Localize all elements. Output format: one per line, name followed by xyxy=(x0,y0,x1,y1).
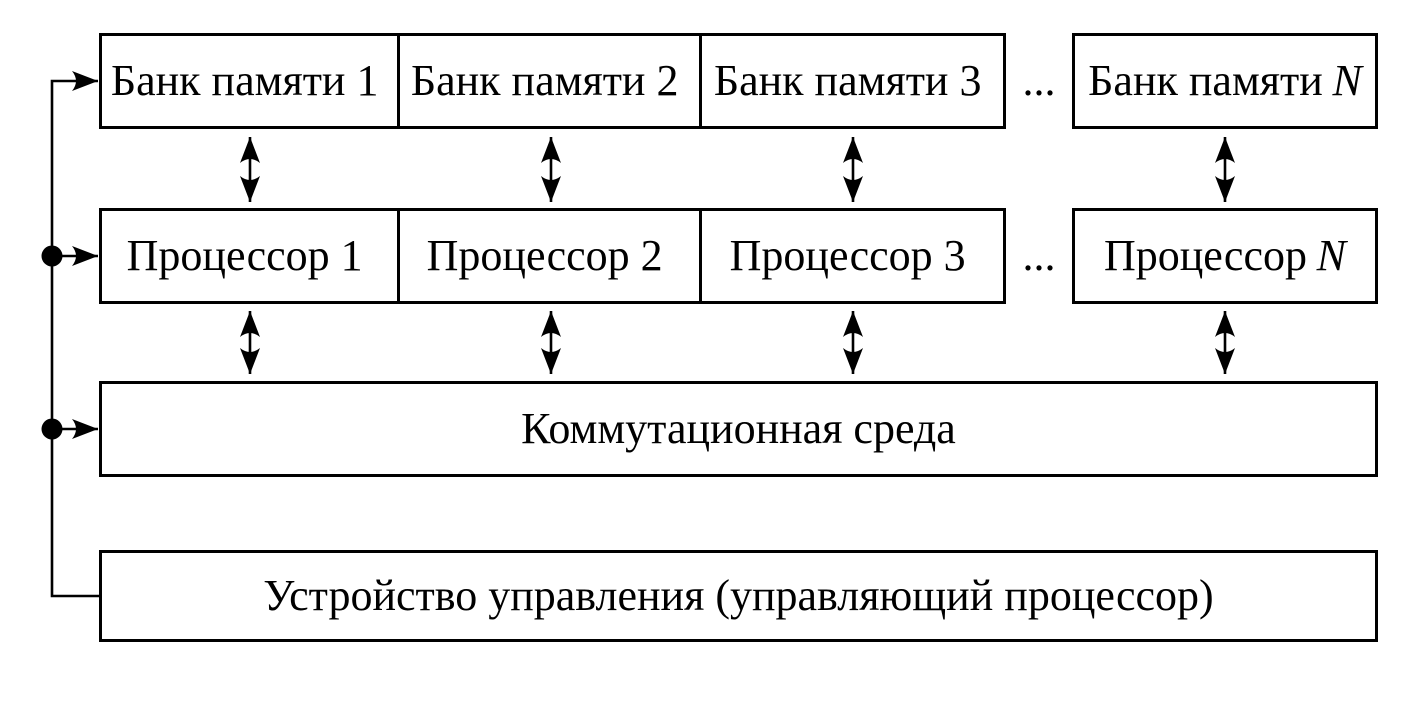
processor-label-2: Процессор 2 xyxy=(426,231,663,280)
control-bus-line xyxy=(52,81,99,596)
memory-bank-box-1 xyxy=(99,33,400,129)
memory-bank-box-2 xyxy=(397,33,702,129)
processor-label-1: Процессор 1 xyxy=(126,231,363,280)
processor-label-n: Процессор xyxy=(1103,231,1307,280)
processor-row-ellipsis: ... xyxy=(1022,231,1056,280)
memory-bank-box-n xyxy=(1072,33,1378,129)
memory-bank-box-3 xyxy=(699,33,1006,129)
processor-box-2 xyxy=(397,208,702,304)
switching-fabric-box xyxy=(99,381,1378,477)
bus-junction-dot-switch xyxy=(42,419,63,440)
processor-label-n-suffix: N xyxy=(1316,231,1347,280)
memory-bank-label-3: Банк памяти 3 xyxy=(713,56,982,105)
memory-bank-label-2: Банк памяти 2 xyxy=(410,56,679,105)
memory-bank-label-1: Банк памяти 1 xyxy=(110,56,379,105)
memory-bank-label-n: Банк памяти xyxy=(1088,56,1323,105)
bus-junction-dot-processor xyxy=(42,246,63,267)
processor-box-1 xyxy=(99,208,400,304)
processor-label-3: Процессор 3 xyxy=(729,231,966,280)
memory-bank-label-n-suffix: N xyxy=(1332,56,1362,105)
memory-row-ellipsis: ... xyxy=(1022,56,1056,105)
control-unit-label: Устройство управления (управляющий процессор) xyxy=(263,571,1214,620)
control-unit-box xyxy=(99,550,1378,642)
switching-fabric-label: Коммутационная среда xyxy=(521,404,956,453)
processor-box-3 xyxy=(699,208,1006,304)
processor-box-n xyxy=(1072,208,1378,304)
